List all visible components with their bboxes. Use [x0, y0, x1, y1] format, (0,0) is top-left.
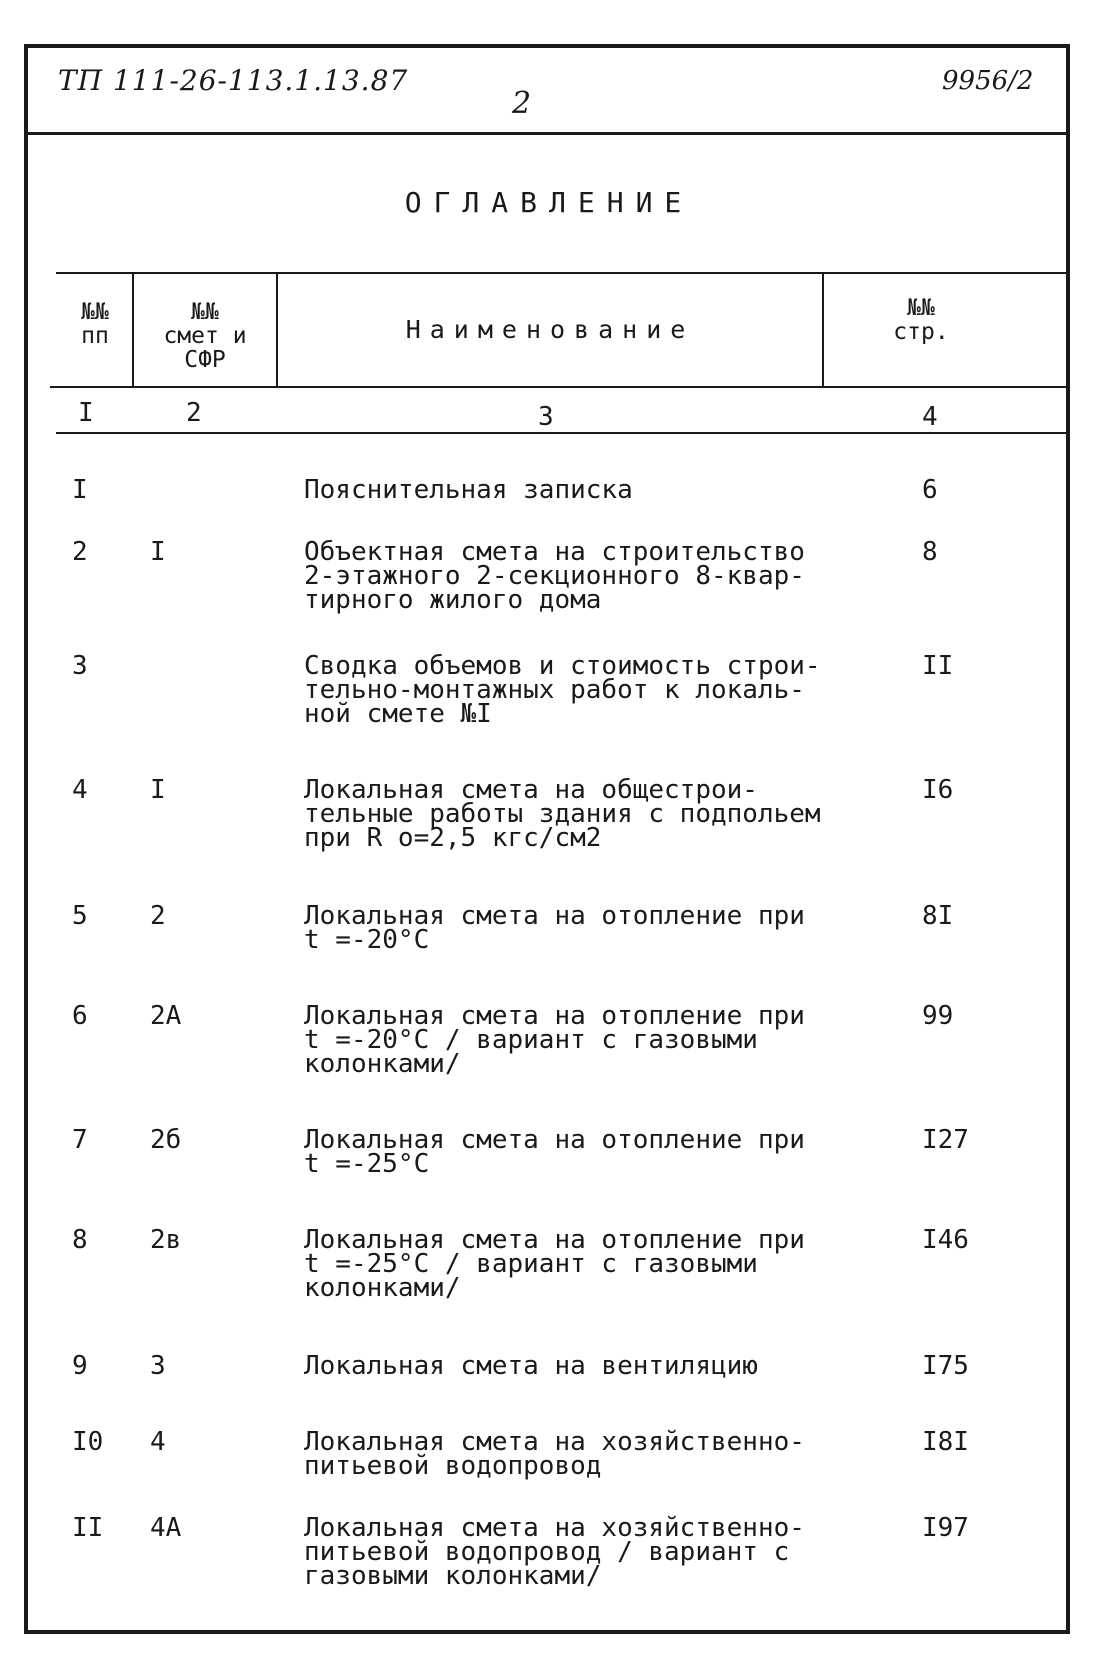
column-head-estimate-number: №№ смет и СФР: [163, 299, 247, 373]
row-item-number: 3: [72, 651, 88, 681]
column-number-2: 2: [186, 398, 202, 428]
column-number-1: I: [78, 398, 94, 428]
header-divider: [24, 132, 1070, 135]
row-page: 8: [922, 537, 938, 567]
row-name: Сводка объемов и стоимость строи- тельно-монтажных работ к локаль- ной смете №I: [304, 651, 821, 729]
table-header-bottom-border: [50, 386, 1070, 388]
row-estimate-number: 2б: [150, 1125, 182, 1155]
row-name: Локальная смета на отопление при t =-25°С / вариант с газовыми колонками/: [304, 1225, 805, 1303]
row-name: Локальная смета на хозяйственно- питьевой водопровод: [304, 1427, 805, 1481]
row-item-number: 9: [72, 1351, 88, 1381]
column-divider-3: [822, 272, 824, 386]
row-item-number: 5: [72, 901, 88, 931]
row-name: Локальная смета на отопление при t =-25°С: [304, 1125, 805, 1179]
row-name: Локальная смета на общестрои- тельные работы здания с подпольем при R о=2,5 кгс/см2: [304, 775, 821, 853]
document-code: ТП 111-26-113.1.13.87: [58, 64, 409, 97]
row-page: II: [922, 651, 954, 681]
row-item-number: 4: [72, 775, 88, 805]
column-head-name: Наименование: [405, 315, 695, 344]
row-name: Локальная смета на отопление при t =-20°С / вариант с газовыми колонками/: [304, 1001, 805, 1079]
row-estimate-number: 2в: [150, 1225, 182, 1255]
row-page: I27: [922, 1125, 969, 1155]
row-page: 99: [922, 1001, 954, 1031]
row-item-number: 2: [72, 537, 88, 567]
table-top-border: [56, 272, 1070, 274]
row-page: I97: [922, 1513, 969, 1543]
column-number-bottom-border: [56, 432, 1070, 434]
column-head-page-number: №№ стр.: [893, 295, 949, 345]
row-name: Локальная смета на хозяйственно- питьевой водопровод / вариант с газовыми колонками/: [304, 1513, 805, 1591]
row-estimate-number: I: [150, 537, 166, 567]
row-page: 6: [922, 475, 938, 505]
row-page: I6: [922, 775, 954, 805]
row-item-number: I: [72, 475, 88, 505]
row-item-number: 7: [72, 1125, 88, 1155]
page-number: 2: [512, 86, 532, 121]
row-estimate-number: 3: [150, 1351, 166, 1381]
row-name: Локальная смета на вентиляцию: [304, 1351, 758, 1381]
row-item-number: I0: [72, 1427, 104, 1457]
row-name: Пояснительная записка: [304, 475, 633, 505]
row-page: I75: [922, 1351, 969, 1381]
archive-number: 9956/2: [942, 66, 1034, 96]
row-name: Объектная смета на строительство 2-этажного 2-секционного 8-квар- тирного жилого дома: [304, 537, 805, 615]
row-item-number: 6: [72, 1001, 88, 1031]
column-divider-2: [276, 272, 278, 386]
column-divider-1: [132, 272, 134, 386]
row-page: 8I: [922, 901, 954, 931]
row-estimate-number: 4: [150, 1427, 166, 1457]
column-number-4: 4: [922, 402, 938, 432]
row-estimate-number: 4А: [150, 1513, 182, 1543]
row-estimate-number: 2: [150, 901, 166, 931]
row-item-number: 8: [72, 1225, 88, 1255]
row-item-number: II: [72, 1513, 104, 1543]
row-estimate-number: 2А: [150, 1001, 182, 1031]
row-name: Локальная смета на отопление при t =-20°С: [304, 901, 805, 955]
row-page: I8I: [922, 1427, 969, 1457]
row-estimate-number: I: [150, 775, 166, 805]
page-title: ОГЛАВЛЕНИЕ: [404, 186, 694, 219]
row-page: I46: [922, 1225, 969, 1255]
column-number-3: 3: [538, 402, 554, 432]
column-head-item-number: №№ пп: [81, 299, 109, 349]
